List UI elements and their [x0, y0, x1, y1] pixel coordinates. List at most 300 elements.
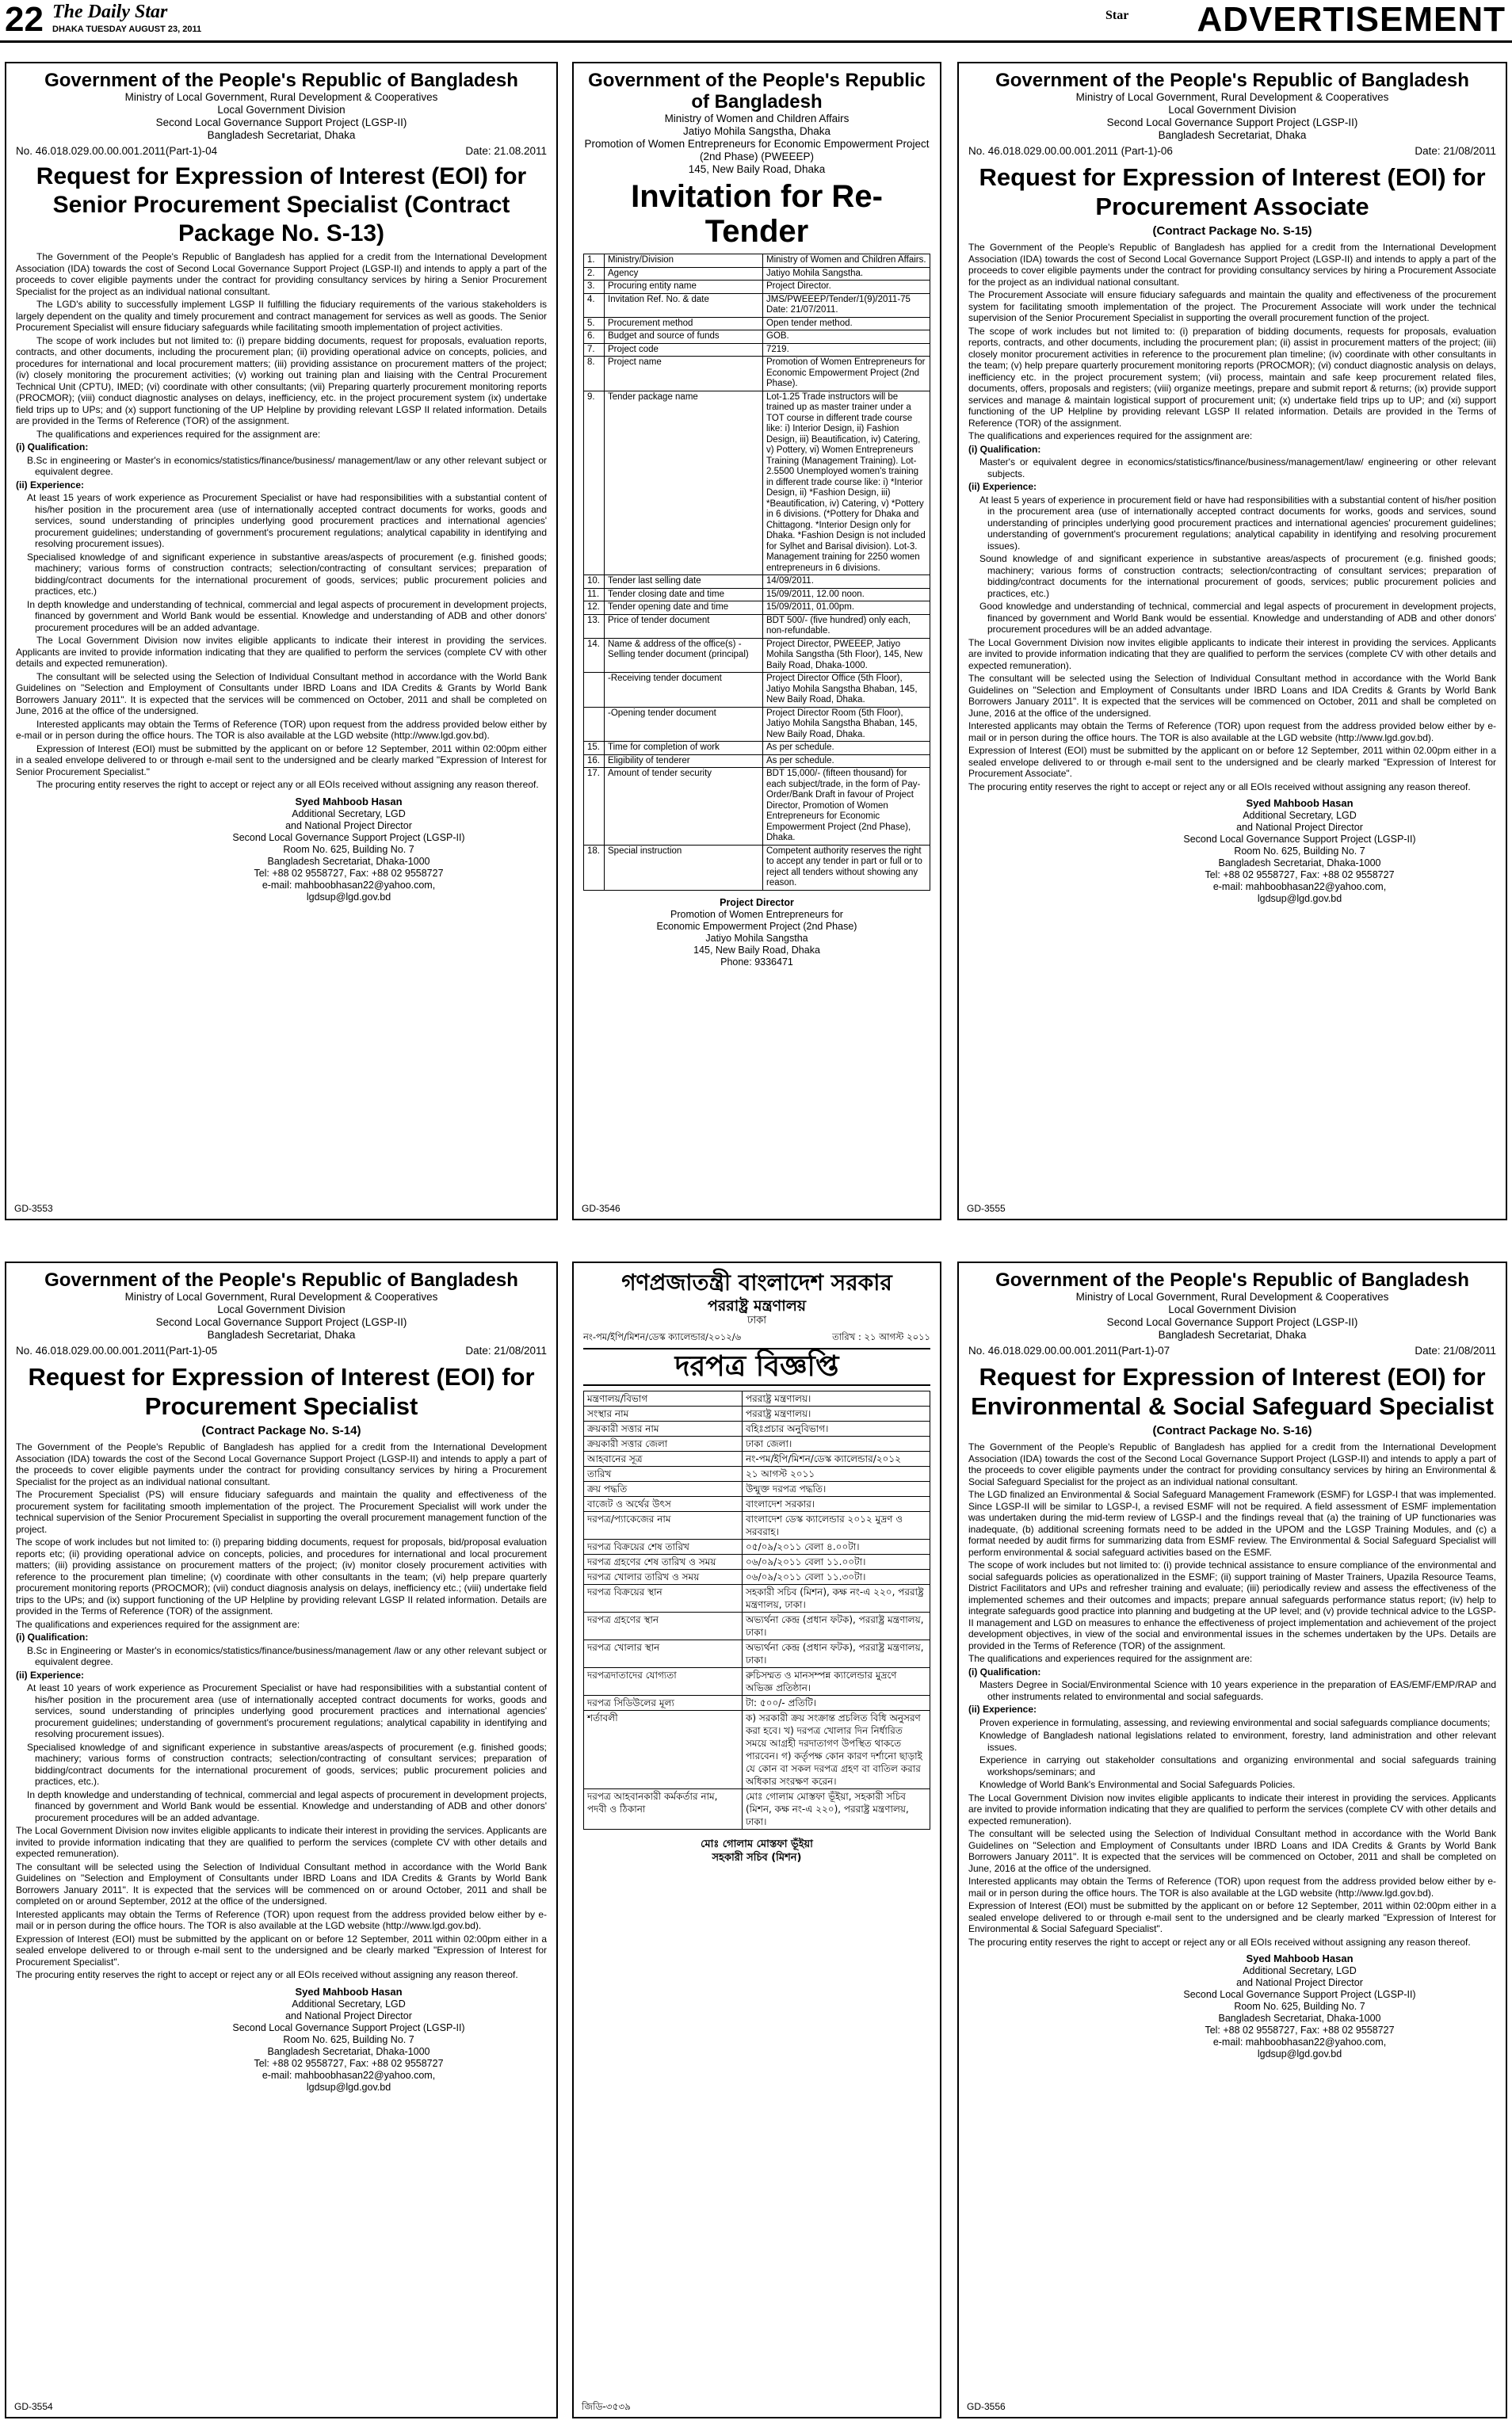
sig-line: 145, New Baily Road, Dhaka — [693, 944, 820, 956]
sig-line: Bangladesh Secretariat, Dhaka-1000 — [1218, 857, 1381, 868]
row-number: 5. — [584, 317, 605, 330]
row-value: Project Director Room (5th Floor), Jatiyo Mohila Sangstha Bhaban, 145, New Baily Road, Dhaka. — [763, 707, 930, 742]
table-row — [584, 673, 930, 708]
sig-line: Bangladesh Secretariat, Dhaka-1000 — [1218, 2013, 1381, 2024]
sig-line: Second Local Governance Support Project (LGSP-II) — [1183, 834, 1416, 845]
ad-secretariat: Bangladesh Secretariat, Dhaka — [207, 129, 356, 141]
ad-invitation-retender — [572, 62, 941, 1220]
row-number: 4. — [584, 293, 605, 317]
ad-date: তারিখ : ২১ আগস্ট ২০১১ — [832, 1330, 930, 1342]
row-value: ক) সরকারী ক্রয় সংক্রান্ত প্রচলিত বিধি অনুসরণ করা হবে। খ) দরপত্র খোলার দিন নির্ধারিত সময়ে আগ্রহী দরদাতাগণ উপস্থিত থাকতে পারবেন। গ) কর্তৃপক্ষ কোন কারণ দর্শানো ছাড়াই যে কোন বা সকল দরপত্র গ্রহণ বা বাতিল করার অধিকার সংরক্ষণ করেন। — [743, 1710, 930, 1788]
ad-paragraph: The scope of work includes but not limited to: (i) provide technical assistance to ensure compliance of the environmental and social safeguards policies as operationalized in the ESMF; (ii) support training of Master Trainers, Upazila Resource Teams, District Facilitators and UPs and refresher training and evaluate; (iii) periodically review and assess the effectiveness of the implemented schemes and their outcomes and impacts; prepare annual safeguards performance status report; (iv) help to integrate safeguards good practice into planning and budgeting at the UP level; and (v) provide technical advice to the LGSP-II management and LGD on measures to enhance the effectiveness of project implementation and achievement of the project development objectives, in view of the social and environmental issues in the schemes undertaken by the UPs. Details are provided in the Terms of Reference (TOR) of the assignment. — [968, 1559, 1496, 1651]
row-label: Procurement method — [605, 317, 763, 330]
ad-date: Date: 21/08/2011 — [1415, 145, 1496, 157]
ad-title: Request for Expression of Interest (EOI) for Procurement Associate — [979, 163, 1486, 220]
sig-line: and National Project Director — [1236, 1977, 1363, 1988]
row-label: দরপত্র/প্যাকেজের নাম — [584, 1511, 743, 1539]
table-row — [584, 845, 930, 890]
ad-project: Promotion of Women Entrepreneurs for Economic Empowerment Project (2nd Phase) (PWEEEP) — [584, 138, 930, 162]
row-value: 15/09/2011, 12.00 noon. — [763, 588, 930, 601]
ad-paragraph: Interested applicants may obtain the Terms of Reference (TOR) upon request from the address provided below either by e-mail or in person during the office hours. The TOR is also available at the LGD website (http://www.lgd.gov.bd). — [968, 720, 1496, 743]
row-label: দরপত্র গ্রহণের স্থান — [584, 1612, 743, 1640]
ad-gov-heading: Government of the People's Republic of Bangladesh — [44, 70, 518, 91]
row-label: Amount of tender security — [605, 768, 763, 846]
ad-ministry: Ministry of Local Government, Rural Development & Cooperatives — [1075, 1291, 1389, 1303]
row-label: Time for completion of work — [605, 742, 763, 755]
sig-name: Syed Mahboob Hasan — [1246, 797, 1354, 809]
ad-signature — [151, 796, 547, 903]
sig-name: Syed Mahboob Hasan — [1246, 1953, 1354, 1964]
sig-line: and National Project Director — [285, 819, 412, 831]
table-row — [584, 707, 930, 742]
row-value: Ministry of Women and Children Affairs. — [763, 254, 930, 268]
sig-name: মোঃ গোলাম মোস্তফা ভূঁইয়া — [701, 1838, 813, 1850]
table-row — [584, 391, 930, 575]
row-value: Project Director. — [763, 281, 930, 294]
ad-ref-no: No. 46.018.029.00.00.001.2011(Part-1)-04 — [16, 145, 218, 157]
table-row — [584, 754, 930, 768]
ad-project: Second Local Governance Support Project (LGSP-II) — [1106, 1316, 1358, 1328]
row-label: Tender closing date and time — [605, 588, 763, 601]
row-label: -Opening tender document — [605, 707, 763, 742]
dateline: DHAKA TUESDAY AUGUST 23, 2011 — [52, 25, 202, 34]
row-value: Open tender method. — [763, 317, 930, 330]
sig-email: lgdsup@lgd.gov.bd — [306, 891, 391, 903]
ad-division: Local Government Division — [217, 104, 346, 116]
ad-subheading: (ii) Experience: — [16, 1669, 85, 1681]
ad-project: Second Local Governance Support Project (LGSP-II) — [155, 116, 407, 128]
ad-secretariat: Bangladesh Secretariat, Dhaka — [207, 1329, 356, 1341]
sig-line: Phone: 9336471 — [720, 956, 793, 968]
ad-division: Local Government Division — [1168, 1304, 1296, 1315]
table-row — [584, 1466, 930, 1481]
ad-paragraph: The qualifications and experiences required for the assignment are: — [968, 430, 1253, 441]
row-label: Price of tender document — [605, 614, 763, 638]
ad-paragraph: The procuring entity reserves the right to accept or reject any or all EOIs received without assigning any reason thereof. — [968, 781, 1471, 792]
row-number: 12. — [584, 601, 605, 615]
sig-email: lgdsup@lgd.gov.bd — [1257, 893, 1342, 904]
ad-paragraph: The scope of work includes but not limited to: (i) preparing bidding documents, request for proposals, bid/proposal evaluation reports etc; (ii) providing operational advice on concepts, policies, and procedures for international and local procurement matters; (iii) providing assistance on procurement matters of the project; (iv) monitor closely procurement activities with reference to the procurement plan timeline; (v) coordinate with other consultants in the team; (vi) help prepare quarterly procurement monitoring reports (PROCMOR); (vii) conduct diagnosis analysis on delays, inefficiency etc.; (viii) undertake field trips to the UPs; and (ix) support functioning of the UP Helpline by providing relevant LGSP II related information. Details are provided in the Terms of Reference (TOR) of the assignment. — [16, 1536, 547, 1617]
ad-paragraph: The Local Government Division now invites eligible applicants to indicate their interest in providing the services. Applicants are invited to provide information indicating that they are qualified to perform the services (complete CV with other details and expected remuneration). — [968, 1792, 1496, 1827]
table-row — [584, 330, 930, 344]
ad-eoi-procurement-associate — [957, 62, 1507, 1220]
table-row — [584, 1496, 930, 1511]
newspaper-name: The Daily Star — [52, 2, 168, 22]
ad-subheading: (i) Qualification: — [16, 441, 89, 452]
ad-paragraph: The Government of the People's Republic of Bangladesh has applied for a credit from the International Development Association (IDA) towards the cost of the Second Local Governance Support Project (LGSP-II) and intends to apply a part of the proceeds to cover eligible payments under the contract for providing consultancy services by hiring a Procurement Specialist for the project as an individual national consultant. — [16, 1441, 547, 1487]
row-value: ০৫/০৯/২০১১ বেলা ৪.০০টা। — [743, 1539, 930, 1554]
sig-line: Additional Secretary, LGD — [1243, 1965, 1357, 1976]
ad-ref-no: No. 46.018.029.00.00.001.2011(Part-1)-07 — [968, 1345, 1170, 1357]
row-label: Procuring entity name — [605, 281, 763, 294]
row-label: Tender opening date and time — [605, 601, 763, 615]
table-row — [584, 1451, 930, 1466]
ad-ministry: পররাষ্ট্র মন্ত্রণালয় — [707, 1297, 807, 1315]
row-value: পররাষ্ট্র মন্ত্রণালয়। — [743, 1406, 930, 1421]
row-number — [584, 707, 605, 742]
ad-subheading: (ii) Experience: — [968, 1704, 1037, 1715]
sig-line: Promotion of Women Entrepreneurs for — [670, 908, 843, 920]
star-logo-icon: Star — [1105, 9, 1129, 22]
ad-package: (Contract Package No. S-16) — [1152, 1424, 1312, 1437]
table-row — [584, 293, 930, 317]
row-label: Project code — [605, 343, 763, 357]
ad-bullet: Specialised knowledge of and significant experience in substantive areas/aspects of procurement (e.g. finished goods; machinery; various forms of construction contracts; selection/contracting of consultant services; preparation of bidding/contract documents for the international procurement of goods, services; public procurement policies and practices, etc.) — [27, 551, 547, 597]
row-label: -Receiving tender document — [605, 673, 763, 708]
row-value: ঢাকা জেলা। — [743, 1436, 930, 1451]
row-label: Name & address of the office(s) -Selling tender document (principal) — [605, 638, 763, 673]
ad-bullet: B.Sc in Engineering or Master's in economics/statistics/finance/business/management /law or any other relevant subject or equivalent degree. — [27, 1644, 547, 1667]
row-number: 8. — [584, 357, 605, 391]
ad-title: দরপত্র বিজ্ঞপ্তি — [583, 1348, 930, 1386]
row-number: 7. — [584, 343, 605, 357]
sig-email: lgdsup@lgd.gov.bd — [1257, 2048, 1342, 2059]
row-value: 7219. — [763, 343, 930, 357]
sig-name: Syed Mahboob Hasan — [295, 795, 403, 807]
ad-subheading: (i) Qualification: — [968, 443, 1041, 455]
ad-bullet: Specialised knowledge of and significant experience in substantive areas/aspects of procurement (e.g. finished goods; machinery; various forms of construction contracts; selection/contracting of consultant services; preparation of bidding/contract documents for the international procurement of goods, services; public procurement policies and practices, etc.). — [27, 1741, 547, 1787]
row-label: Tender package name — [605, 391, 763, 575]
row-label: Tender last selling date — [605, 575, 763, 589]
ad-date: Date: 21.08.2011 — [465, 145, 547, 157]
row-value: বাংলাদেশ সরকার। — [743, 1496, 930, 1511]
ad-signature — [583, 1838, 930, 1865]
table-row — [584, 768, 930, 846]
row-number: 11. — [584, 588, 605, 601]
ad-code: জিডি-৩৫৩৯ — [582, 2400, 631, 2412]
table-row — [584, 254, 930, 268]
table-row — [584, 1710, 930, 1788]
row-label: দরপত্র বিক্রয়ের স্থান — [584, 1584, 743, 1612]
ad-paragraph: The qualifications and experiences required for the assignment are: — [16, 1618, 300, 1630]
row-value: As per schedule. — [763, 742, 930, 755]
row-label: দরপত্র বিক্রয়ের শেষ তারিখ — [584, 1539, 743, 1554]
table-row — [584, 1612, 930, 1640]
row-label: শর্তাবলী — [584, 1710, 743, 1788]
ad-subheading: (i) Qualification: — [16, 1632, 89, 1643]
row-number: 10. — [584, 575, 605, 589]
sig-line: Tel: +88 02 9558727, Fax: +88 02 9558727 — [254, 867, 444, 879]
ad-title: Invitation for Re-Tender — [631, 179, 883, 249]
ad-gov-heading: Government of the People's Republic of Bangladesh — [995, 70, 1469, 91]
row-value: মোঃ গোলাম মোস্তফা ভূঁইয়া, সহকারী সচিব (মিশন, কক্ষ নং-এ ২২০), পররাষ্ট্র মন্ত্রণালয়, ঢাকা। — [743, 1788, 930, 1829]
table-row — [584, 1788, 930, 1829]
ad-paragraph: The qualifications and experiences required for the assignment are: — [968, 1653, 1253, 1664]
ad-gov-heading: গণপ্রজাতন্ত্রী বাংলাদেশ সরকার — [621, 1269, 892, 1296]
ad-division: Local Government Division — [217, 1304, 346, 1315]
sig-email: e-mail: mahboobhasan22@yahoo.com, — [1212, 2037, 1387, 2048]
ad-bullet: Sound knowledge of and significant experience in substantive areas/aspects of procurement (e.g. finished goods; machinery; various forms of construction contracts; selection/contracting of consultant services; preparation of bidding/contract documents for the international procurement of goods, services; public procurement policies and practices, etc.) — [979, 553, 1496, 599]
row-value: নং-পম/ইপি/মিশন/ডেস্ক ক্যালেন্ডার/২০১২ — [743, 1451, 930, 1466]
sig-email: lgdsup@lgd.gov.bd — [306, 2081, 391, 2093]
ad-subheading: (ii) Experience: — [968, 481, 1037, 492]
ad-eoi-environmental-social-safeguard-specialist — [957, 1262, 1507, 2418]
sig-line: Additional Secretary, LGD — [292, 807, 406, 819]
sig-line: Tel: +88 02 9558727, Fax: +88 02 9558727 — [1205, 869, 1395, 880]
sig-line: Second Local Governance Support Project (LGSP-II) — [1183, 1989, 1416, 2000]
ad-paragraph: The procuring entity reserves the right to accept or reject any or all EOIs received without assigning any reason thereof. — [968, 1936, 1471, 1948]
ad-paragraph: Interested applicants may obtain the Terms of Reference (TOR) upon request from the address provided below either by e-mail or in person during the office hours. The TOR is also available at the LGD website (http://www.lgd.gov.bd). — [968, 1876, 1496, 1899]
row-number: 13. — [584, 614, 605, 638]
tender-table — [583, 1391, 930, 1830]
ad-address: 145, New Baily Road, Dhaka — [688, 163, 826, 175]
row-number: 15. — [584, 742, 605, 755]
row-number: 3. — [584, 281, 605, 294]
table-row — [584, 1569, 930, 1584]
row-value: ০৬/০৯/২০১১ বেলা ১১.০০টা। — [743, 1554, 930, 1569]
table-row — [584, 1695, 930, 1710]
sig-line: Additional Secretary, LGD — [292, 1998, 406, 2010]
ad-subheading: (ii) Experience: — [16, 479, 85, 491]
ad-bullet: B.Sc in engineering or Master's in economics/statistics/finance/business/ management/law or any other relevant subject or equivalent degree. — [27, 454, 547, 477]
row-value: বহিঃপ্রচার অনুবিভাগ। — [743, 1421, 930, 1436]
ad-division: Local Government Division — [1168, 104, 1296, 116]
sig-line: সহকারী সচিব (মিশন) — [712, 1851, 802, 1864]
row-label: তারিখ — [584, 1466, 743, 1481]
masthead — [0, 0, 1512, 43]
ad-package: (Contract Package No. S-15) — [1152, 224, 1312, 238]
table-row — [584, 317, 930, 330]
ad-paragraph: The Government of the People's Republic of Bangladesh has applied for a credit from the International Development Association (IDA) towards the cost of Second Local Governance Support Project (LGSP-II) and intends to apply a part of the proceeds to cover eligible payments under the contract for providing consultancy services by hiring a Procurement Associate for the project as an individual national consultant. — [968, 242, 1496, 288]
ad-body — [968, 1441, 1496, 1948]
row-label: ক্রয়কারী সত্তার জেলা — [584, 1436, 743, 1451]
sig-name: Project Director — [720, 896, 794, 908]
row-number — [584, 673, 605, 708]
ad-ministry: Ministry of Local Government, Rural Development & Cooperatives — [124, 91, 438, 103]
sig-line: Tel: +88 02 9558727, Fax: +88 02 9558727 — [1205, 2025, 1395, 2036]
ad-code: GD-3554 — [14, 2400, 53, 2412]
sig-line: Additional Secretary, LGD — [1243, 810, 1357, 821]
ad-bullet: In depth knowledge and understanding of technical, commercial and legal aspects of procurement in development projects, financed by government and World Bank would be essential. Knowledge and understanding of ADB and other donors' procurement procedures will be an added advantage. — [27, 598, 547, 633]
row-value: সহকারী সচিব (মিশন), কক্ষ নং-এ ২২০, পররাষ্ট্র মন্ত্রণালয়, ঢাকা। — [743, 1584, 930, 1612]
sig-line: Room No. 625, Building No. 7 — [1234, 846, 1365, 857]
ad-project: Second Local Governance Support Project (LGSP-II) — [155, 1316, 407, 1328]
ad-subheading: (i) Qualification: — [968, 1666, 1041, 1678]
sig-name: Syed Mahboob Hasan — [295, 1985, 403, 1998]
row-value: পররাষ্ট্র মন্ত্রণালয়। — [743, 1391, 930, 1406]
ad-city: ঢাকা — [747, 1315, 766, 1327]
table-row — [584, 1640, 930, 1667]
ad-bullet: Good knowledge and understanding of technical, commercial and legal aspects of procurement in development projects, financed by government and World Bank would be essential. Knowledge and understanding of ADB and other donors' procurement procedures will be an added advantage. — [979, 601, 1496, 635]
row-value: As per schedule. — [763, 754, 930, 768]
ad-code: GD-3546 — [582, 1202, 620, 1214]
ad-title: Request for Expression of Interest (EOI) for Environmental & Social Safeguard Specialist — [971, 1363, 1494, 1420]
ad-paragraph: The LGD finalized an Environmental & Social Safeguard Management Framework (ESMF) for LGSP-I that was implemented. Since LGSP-II will be similar to LGSP-I, a revised ESMF will not be required. A field assessment of ESMF implementation was undertaken during the mid-term review of LGSP-I and the findings reveal that (a) the training of UP functionaries was inadequate, (b) additional screening formats need to be added in the UPOM and the LGSP Training Modules, and (c) a format needed by audit firms for summarizing data from ESMF review. The Environmental & Social Safeguard Specialist will perform environmental & social safeguard activities based on the ESMF. — [968, 1489, 1496, 1558]
ad-date: Date: 21/08/2011 — [1415, 1345, 1496, 1357]
table-row — [584, 638, 930, 673]
table-row — [584, 1584, 930, 1612]
ad-date: Date: 21/08/2011 — [465, 1345, 547, 1357]
row-value: উন্মুক্ত দরপত্র পদ্ধতি। — [743, 1481, 930, 1496]
row-value: Lot-1.25 Trade instructors will be trained up as master trainer under a TOT course in different trade course like: i) Interior Design, ii) Fashion Design, iii) Beautification, iv) Catering, v) Pottery, vi) Women Entrepreneurs Training (Management Training). Lot-2.5500 Unemployed women's training in different trade course like: i) *Interior Design, ii) *Fashion Design, iii) *Beautification, iv) Catering, v) *Pottery in 6 divisions. (*Pottery for Dhaka and Chittagong. *Interior Design only for Dhaka. *Fashion Design is not included for Sylhet and Barisal division). Lot-3. Management training for 2250 women entrepreneurs in 6 divisions. — [763, 391, 930, 575]
row-label: দরপত্র সিডিউলের মূল্য — [584, 1695, 743, 1710]
ad-code: GD-3553 — [14, 1202, 53, 1214]
row-value: BDT 500/- (five hundred) only each, non-refundable. — [763, 614, 930, 638]
row-label: Eligibility of tenderer — [605, 754, 763, 768]
page-number: 22 — [5, 0, 44, 39]
row-label: দরপত্র গ্রহণের শেষ তারিখ ও সময় — [584, 1554, 743, 1569]
row-value: 14/09/2011. — [763, 575, 930, 589]
row-label: Project name — [605, 357, 763, 391]
ad-paragraph: The procuring entity reserves the right to accept or reject any or all EOIs received without assigning any reason thereof. — [16, 1969, 518, 1980]
table-row — [584, 575, 930, 589]
ad-bullet: Experience in carrying out stakeholder consultations and organizing environmental and social safeguards training workshops/seminars; and — [979, 1754, 1496, 1777]
row-number: 18. — [584, 845, 605, 890]
tender-table — [583, 254, 930, 891]
ad-bullet: Knowledge of World Bank's Environmental and Social Safeguards Policies. — [979, 1779, 1296, 1790]
ad-ref-no: No. 46.018.029.00.00.001.2011(Part-1)-05 — [16, 1345, 218, 1357]
table-row — [584, 742, 930, 755]
ad-paragraph: The LGD's ability to successfully implement LGSP II fulfilling the fiduciary requirements of the various stakeholders is largely dependent on the quality and timely procurement and contract management for services as well as goods. The Senior Procurement Specialist will ensure fiduciary safeguards while facilitating smooth implementation of project activities. — [16, 299, 547, 333]
row-label: দরপত্র খোলার স্থান — [584, 1640, 743, 1667]
ad-paragraph: The Procurement Associate will ensure fiduciary safeguards and maintain the quality and effectiveness of the procurement system for facilitating smooth implementation of the project. The Procurement Associate will work under the technical supervision of the Senior Procurement Specialist in supporting the overall procurement function of the project. — [968, 289, 1496, 323]
row-number: 16. — [584, 754, 605, 768]
ad-paragraph: The consultant will be selected using the Selection of Individual Consultant method in accordance with the World Bank Guidelines on "Selection and Employment of Consultants under IBRD Loans and IDA Credits & Grants by World Bank Borrowers January 2011". It is expected that the services will be commenced on October, 2011 and shall be completed on June, 2016 at the office of the undersigned. — [968, 673, 1496, 719]
ad-code: GD-3555 — [967, 1202, 1006, 1214]
ad-bullet: Masters Degree in Social/Environmental Science with 10 years experience in the preparation of EAS/EMF/EMP/RAP and other instruments related to environmental and social safeguards. — [979, 1679, 1496, 1702]
ad-agency: Jatiyo Mohila Sangstha, Dhaka — [682, 125, 831, 137]
row-label: Budget and source of funds — [605, 330, 763, 344]
row-value: 15/09/2011, 01.00pm. — [763, 601, 930, 615]
sig-line: Second Local Governance Support Project (LGSP-II) — [232, 2021, 465, 2033]
ad-paragraph: The consultant will be selected using the Selection of Individual Consultant method in accordance with the World Bank Guidelines on "Selection and Employment of Consultants under IBRD Loans and IDA Credits & Grants by World Bank Borrowers January 2011". It is expected that the services will be commenced on October, 2011 and shall be completed on June, 2016 at the office of the undersigned. — [16, 670, 547, 716]
ad-gov-heading: Government of the People's Republic of Bangladesh — [44, 1269, 518, 1291]
sig-line: Bangladesh Secretariat, Dhaka-1000 — [267, 855, 430, 867]
ad-title: Request for Expression of Interest (EOI) for Procurement Specialist — [28, 1363, 535, 1420]
ad-paragraph: The scope of work includes but not limited to: (i) prepare bidding documents, request for proposals, evaluation reports, contracts, and other documents, including the procurement plan; (ii) providing operational advice on concepts, policies, and procedures for international and local procurement matters; (iii) providing assistance on procurement matters of the project; (iv) closely monitoring the procurement activities; (v) working out training plan and liaising with the Central Procurement Technical Unit (CPTU), IMED; (vi) coordinate with other consultants; (vii) Preparing quarterly procurement monitoring reports (PROCMOR); (viii) conduct diagnostic analyses on delays, inefficiency, etc. in the project procurement system (ix) undertake field trips up to UPs; and (x) support functioning of the UP Helpline by providing relevant LGSP II related information. Details are provided in the Terms of Reference (TOR) of the assignment. — [16, 334, 547, 426]
row-value: Jatiyo Mohila Sangstha. — [763, 267, 930, 281]
ad-body — [968, 242, 1496, 792]
row-value: BDT 15,000/- (fifteen thousand) for each subject/trade, in the form of Pay-Order/Bank Draft in favour of Project Director, Promotion of Women Entrepreneurs for Economic Empowerment Project (2nd Phase), Dhaka. — [763, 768, 930, 846]
ad-bullet: Master's or equivalent degree in economics/statistics/finance/business/management/law/ engineering or other relevant subjects. — [979, 456, 1496, 479]
row-value: রুচিসম্মত ও মানসম্পন্ন ক্যালেন্ডার মুদ্রণে অভিজ্ঞ প্রতিষ্ঠান। — [743, 1667, 930, 1695]
table-row — [584, 601, 930, 615]
row-number: 1. — [584, 254, 605, 268]
ad-paragraph: The Local Government Division now invites eligible applicants to indicate their interest in providing the services. Applicants are invited to provide information indicating that they are qualified to perform the services (complete CV with other details and expected remuneration). — [16, 1825, 547, 1859]
row-number: 6. — [584, 330, 605, 344]
ad-bullet: In depth knowledge and understanding of technical, commercial and legal aspects of procurement in development projects, financed by government and World Bank would be essential. Knowledge and understanding of ADB and other donors' procurement procedures will be an added advantage. — [27, 1788, 547, 1823]
row-value: অভ্যর্থনা কেন্দ্র (প্রধান ফটক), পররাষ্ট্র মন্ত্রণালয়, ঢাকা। — [743, 1612, 930, 1640]
ad-ministry: Ministry of Local Government, Rural Development & Cooperatives — [1075, 91, 1389, 103]
table-row — [584, 1554, 930, 1569]
table-row — [584, 343, 930, 357]
sig-line: Room No. 625, Building No. 7 — [283, 2033, 414, 2045]
ad-bullet: At least 10 years of work experience as Procurement Specialist or have had responsibilities with a substantial content of his/her position in the procurement area (use of internationally accepted contract documents for works, goods and services, sound understanding of principles underlying good procurement practices and international agencies' procurement guidelines; understanding of government's procurement regulations; analytical capability in identifying and resolving procurement issues). — [27, 1682, 547, 1739]
sig-line: Second Local Governance Support Project (LGSP-II) — [232, 831, 465, 843]
ad-paragraph: Expression of Interest (EOI) must be submitted by the applicant on or before 12 September, 2011 within 02.00pm either in a sealed envelope delivered to or through e-mail sent to the undersigned and be clearly marked "Expression of Interest for Procurement Associate". — [968, 745, 1496, 779]
table-row — [584, 588, 930, 601]
ad-ministry: Ministry of Local Government, Rural Development & Cooperatives — [124, 1291, 438, 1303]
ad-bullet: At least 5 years of experience in procurement field or have had responsibilities with a substantial content of his/her position in the procurement area (use of internationally accepted contract documents for works, goods and services, sound understanding of principles underlying good procurement practices and international agencies' procurement guidelines; understanding of government's procurement regulations; analytical capability in identifying and resolving procurement issues). — [979, 494, 1496, 552]
ad-signature — [1103, 1953, 1496, 2060]
ad-ref-no: No. 46.018.029.00.00.001.2011 (Part-1)-06 — [968, 145, 1173, 157]
ad-bullet: Knowledge of Bangladesh national legislations related to environment, forestry, land administration and other relevant issues. — [979, 1730, 1496, 1753]
ad-gov-heading: Government of the People's Republic of Bangladesh — [995, 1269, 1469, 1291]
ad-bullet: At least 15 years of work experience as Procurement Specialist or have had responsibilities with a substantial content of his/her position in the procurement area (use of internationally accepted contract documents for works, goods and services, sound understanding of principles underlying good procurement practices and international agencies' procurement guidelines; understanding of government's procurement regulations; analytical capability in identifying and resolving procurement issues). — [27, 492, 547, 549]
ad-package: (Contract Package No. S-14) — [201, 1424, 361, 1437]
sig-email: e-mail: mahboobhasan22@yahoo.com, — [262, 879, 436, 891]
ad-body — [16, 251, 547, 791]
sig-line: Room No. 625, Building No. 7 — [283, 843, 414, 855]
row-label: Special instruction — [605, 845, 763, 890]
ad-paragraph: Interested applicants may obtain the Terms of Reference (TOR) upon request from the address provided below either by e-mail or in person during the office hours. The TOR is also available at the LGD website (http://www.lgd.gov.bd). — [16, 1908, 547, 1931]
ad-paragraph: The Local Government Division now invites eligible applicants to indicate their interest in providing the services. Applicants are invited to provide information indicating that they are qualified to perform the services (complete CV with other details and expected remuneration). — [968, 636, 1496, 671]
table-row — [584, 614, 930, 638]
ad-paragraph: The Local Government Division now invites eligible applicants to indicate their interest in providing the services. Applicants are invited to provide information indicating that they are qualified to perform the services (complete CV with other details and expected remuneration). — [16, 635, 547, 669]
row-value: GOB. — [763, 330, 930, 344]
row-number: 9. — [584, 391, 605, 575]
ad-gov-heading: Government of the People's Republic of Bangladesh — [588, 70, 926, 113]
row-number: 17. — [584, 768, 605, 846]
ad-ministry: Ministry of Women and Children Affairs — [664, 113, 850, 124]
ad-signature — [1103, 797, 1496, 905]
table-row — [584, 1436, 930, 1451]
ad-paragraph: The consultant will be selected using the Selection of Individual Consultant method in accordance with the World Bank Guidelines on "Selection and Employment of Consultants under IBRD Loans and IDA Credits & Grants by World Bank Borrowers January 2011". It is expected that the services will be commenced on or around October, 2011 and shall be completed on or around September, 2012 at the office of the undersigned. — [16, 1861, 547, 1907]
row-label: মন্ত্রণালয়/বিভাগ — [584, 1391, 743, 1406]
section-title: ADVERTISEMENT — [1197, 0, 1506, 39]
row-value: ০৬/০৯/২০১১ বেলা ১১.৩০টা। — [743, 1569, 930, 1584]
row-label: ক্রয় পদ্ধতি — [584, 1481, 743, 1496]
ad-body — [16, 1441, 547, 1981]
ad-title: Request for Expression of Interest (EOI) for Senior Procurement Specialist (Contract Package No. S-13) — [36, 163, 527, 246]
row-value: অভ্যর্থনা কেন্দ্র (প্রধান ফটক), পররাষ্ট্র মন্ত্রণালয়, ঢাকা। — [743, 1640, 930, 1667]
ad-paragraph: The Government of the People's Republic of Bangladesh has applied for a credit from the International Development Association (IDA) towards the cost of the Second Local Governance Support Project (LGSP-II) and intends to apply a part of the proceeds to cover eligible payments under the contract for providing consultancy services by hiring an Environmental & Social Safeguard Specialist for the project as an individual national consultant. — [968, 1441, 1496, 1487]
row-value: Project Director, PWEEEP, Jatiyo Mohila Sangstha (5th Floor), 145, New Baily Road, Dhaka-1000. — [763, 638, 930, 673]
ad-paragraph: The qualifications and experiences required for the assignment are: — [36, 428, 321, 440]
sig-email: e-mail: mahboobhasan22@yahoo.com, — [262, 2069, 436, 2081]
table-row — [584, 1481, 930, 1496]
ad-paragraph: Expression of Interest (EOI) must be submitted by the applicant on or before 12 September, 2011 within 02:00pm either in a sealed envelope delivered to or through e-mail sent to the undersigned and be clearly marked "Expression of Interest for Senior Procurement Specialist." — [16, 742, 547, 777]
table-row — [584, 1406, 930, 1421]
ad-bullet: Proven experience in formulating, assessing, and reviewing environmental and social safeguards compliance documents; — [979, 1716, 1491, 1728]
ad-signature — [583, 897, 930, 968]
row-label: দরপত্রদাতাদের যোগ্যতা — [584, 1667, 743, 1695]
ad-code: GD-3556 — [967, 2400, 1006, 2412]
ad-paragraph: The Procurement Specialist (PS) will ensure fiduciary safeguards and maintain the quality and effectiveness of the procurement system for facilitating smooth implementation of the project. The Procurement Specialist will work under the technical supervision of the Senior Procurement Specialist in supporting the overall procurement management function of the project. — [16, 1489, 547, 1535]
table-row — [584, 267, 930, 281]
ad-ref-no: নং-পম/ইপি/মিশন/ডেস্ক ক্যালেন্ডার/২০১২/৬ — [583, 1330, 742, 1342]
sig-line: Tel: +88 02 9558727, Fax: +88 02 9558727 — [254, 2057, 444, 2069]
row-label: Ministry/Division — [605, 254, 763, 268]
ad-signature — [151, 1986, 547, 2094]
table-row — [584, 1667, 930, 1695]
row-label: ক্রয়কারী সত্তার নাম — [584, 1421, 743, 1436]
row-label: বাজেট ও অর্থের উৎস — [584, 1496, 743, 1511]
ad-paragraph: The Government of the People's Republic of Bangladesh has applied for a credit from the International Development Association (IDA) towards the cost of Second Local Governance Support Project (LGSP-II) and intends to apply a part of the proceeds to cover eligible payments under the contract for providing consultancy services by hiring a Senior Procurement Specialist for the project as an individual national consultant. — [16, 251, 547, 297]
row-value: Promotion of Women Entrepreneurs for Economic Empowerment Project (2nd Phase). — [763, 357, 930, 391]
row-label: Agency — [605, 267, 763, 281]
row-label: আহবানের সূত্র — [584, 1451, 743, 1466]
sig-line: Economic Empowerment Project (2nd Phase) — [656, 920, 857, 932]
ad-secretariat: Bangladesh Secretariat, Dhaka — [1158, 1329, 1307, 1341]
table-row — [584, 1391, 930, 1406]
row-value: JMS/PWEEEP/Tender/1(9)/2011-75 Date: 21/07/2011. — [763, 293, 930, 317]
row-label: সংস্থার নাম — [584, 1406, 743, 1421]
row-label: Invitation Ref. No. & date — [605, 293, 763, 317]
ad-paragraph: Expression of Interest (EOI) must be submitted by the applicant on or before 12 September, 2011 within 02:00pm either in a sealed envelope delivered to or through e-mail sent to the undersigned and be clearly marked "Expression of Interest for Procurement Specialist". — [16, 1933, 547, 1968]
row-number: 2. — [584, 267, 605, 281]
ad-bangla-tender-notice — [572, 1262, 941, 2418]
ad-eoi-senior-procurement-specialist — [5, 62, 558, 1220]
row-value: টা: ৫০০/- প্রতিটি। — [743, 1695, 930, 1710]
table-row — [584, 281, 930, 294]
row-value: বাংলাদেশ ডেস্ক ক্যালেন্ডার ২০১২ মুদ্রণ ও সরবরাহ। — [743, 1511, 930, 1539]
table-row — [584, 1511, 930, 1539]
sig-line: and National Project Director — [1236, 822, 1363, 833]
ad-eoi-procurement-specialist — [5, 1262, 558, 2418]
row-value: ২১ আগস্ট ২০১১ — [743, 1466, 930, 1481]
ad-paragraph: The consultant will be selected using the Selection of Individual Consultant method in accordance with the World Bank Guidelines on "Selection and Employment of Consultants under IBRD Loans and IDA Credits & Grants by World Bank Borrowers January 2011". It is expected that the services will be commenced on October, 2011 and shall be completed on June, 2016 at the office of the undersigned. — [968, 1828, 1496, 1874]
